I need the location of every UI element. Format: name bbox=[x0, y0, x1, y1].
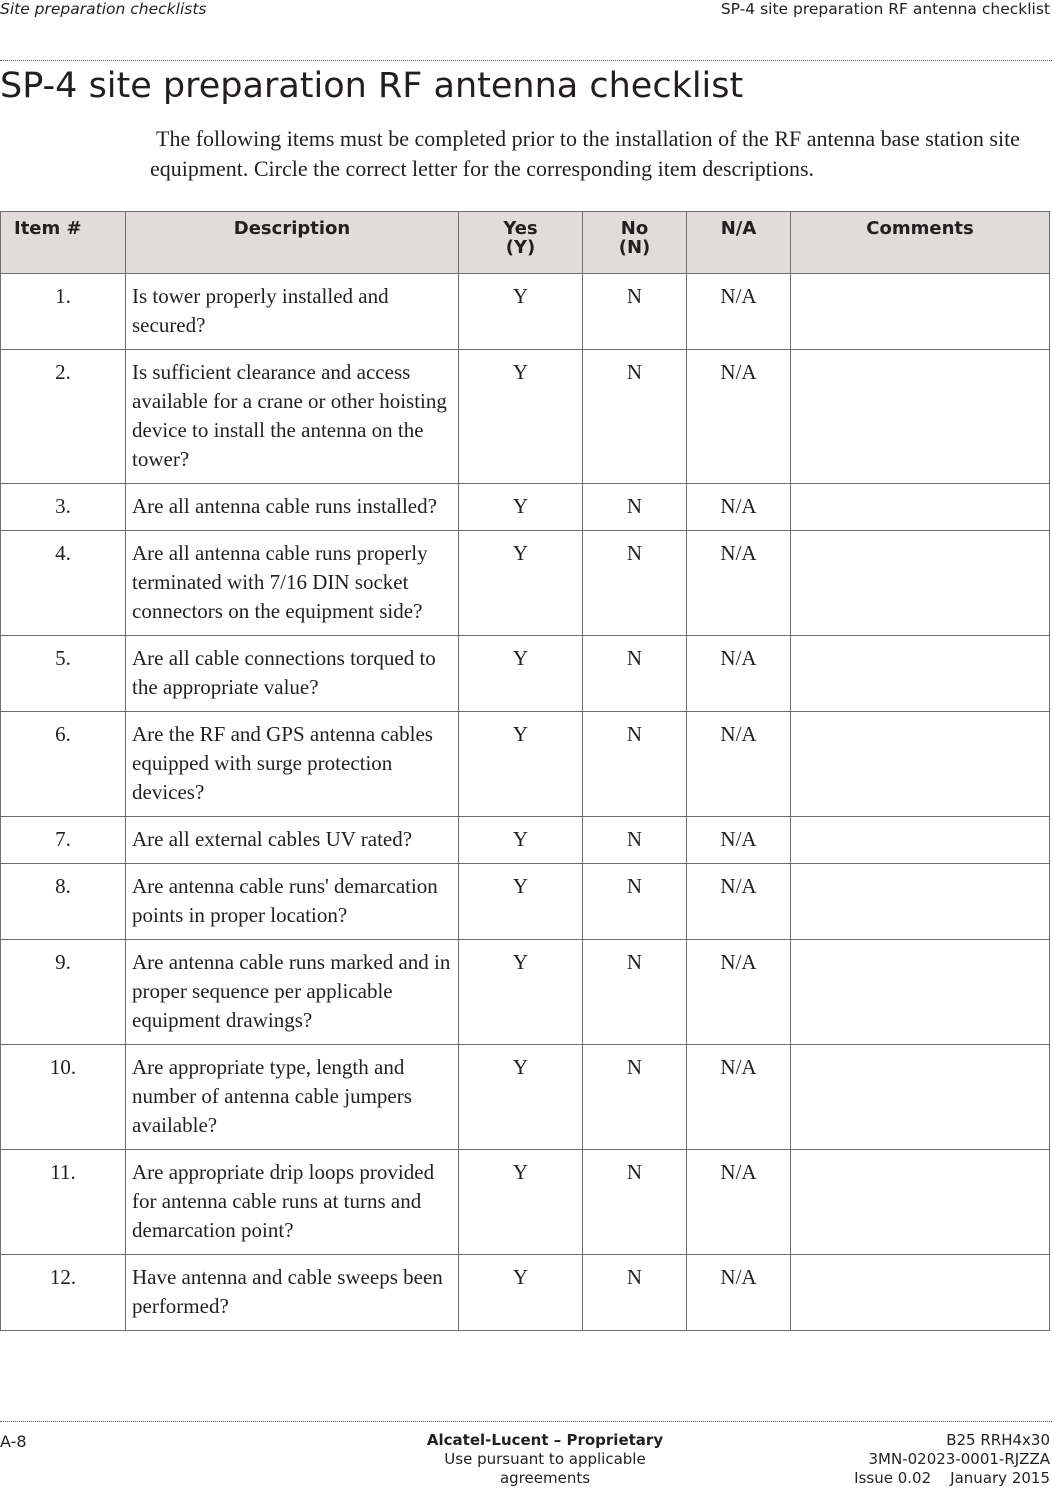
footer-doc-number: 3MN-02023-0001-RJZZA bbox=[868, 1450, 1050, 1468]
comments-cell[interactable] bbox=[791, 864, 1050, 940]
header-comments-label: Comments bbox=[866, 218, 974, 239]
header-na bbox=[687, 212, 791, 274]
comments-cell[interactable] bbox=[791, 1045, 1050, 1150]
header-no-label: No bbox=[620, 218, 649, 239]
no-option[interactable]: N bbox=[583, 350, 687, 484]
no-option[interactable]: N bbox=[583, 817, 687, 864]
comments-cell[interactable] bbox=[791, 350, 1050, 484]
no-option[interactable]: N bbox=[583, 1150, 687, 1255]
footer-divider bbox=[0, 1421, 1052, 1422]
item-description: Is tower properly installed and secured? bbox=[126, 274, 459, 350]
table-row bbox=[1, 274, 1050, 350]
table-row bbox=[1, 817, 1050, 864]
yes-option[interactable]: Y bbox=[459, 864, 583, 940]
table-row bbox=[1, 484, 1050, 531]
na-option[interactable]: N/A bbox=[687, 864, 791, 940]
table-row bbox=[1, 636, 1050, 712]
no-option[interactable]: N bbox=[583, 712, 687, 817]
na-option[interactable]: N/A bbox=[687, 940, 791, 1045]
yes-option[interactable]: Y bbox=[459, 484, 583, 531]
yes-option[interactable]: Y bbox=[459, 1255, 583, 1331]
footer-product: B25 RRH4x30 bbox=[946, 1431, 1050, 1449]
yes-option[interactable]: Y bbox=[459, 817, 583, 864]
header-yes bbox=[459, 212, 583, 274]
footer-issue: Issue 0.02 January 2015 bbox=[854, 1469, 1050, 1487]
no-option[interactable]: N bbox=[583, 531, 687, 636]
footer-usage: Use pursuant to applicable agreements bbox=[444, 1450, 646, 1487]
yes-option[interactable]: Y bbox=[459, 531, 583, 636]
no-option[interactable]: N bbox=[583, 636, 687, 712]
na-option[interactable]: N/A bbox=[687, 274, 791, 350]
yes-option[interactable]: Y bbox=[459, 636, 583, 712]
header-yes-abbrev: (Y) bbox=[505, 237, 536, 258]
header-no-abbrev: (N) bbox=[618, 237, 651, 258]
item-number: 3. bbox=[1, 484, 126, 531]
no-option[interactable]: N bbox=[583, 940, 687, 1045]
item-number: 9. bbox=[1, 940, 126, 1045]
table-header-row bbox=[1, 212, 1050, 274]
yes-option[interactable]: Y bbox=[459, 712, 583, 817]
no-option[interactable]: N bbox=[583, 1255, 687, 1331]
item-description: Are all external cables UV rated? bbox=[126, 817, 459, 864]
no-option[interactable]: N bbox=[583, 864, 687, 940]
header-no bbox=[583, 212, 687, 274]
item-number: 5. bbox=[1, 636, 126, 712]
na-option[interactable]: N/A bbox=[687, 531, 791, 636]
na-option[interactable]: N/A bbox=[687, 1255, 791, 1331]
header-yes-label: Yes bbox=[503, 218, 538, 239]
yes-option[interactable]: Y bbox=[459, 940, 583, 1045]
yes-option[interactable]: Y bbox=[459, 350, 583, 484]
intro-paragraph: The following items must be completed prior to the installation of the RF antenna base station site equipment. Circle the correct letter for the corresponding item descriptions. bbox=[150, 126, 1020, 181]
comments-cell[interactable] bbox=[791, 274, 1050, 350]
item-description: Are antenna cable runs marked and in proper sequence per applicable equipment drawings? bbox=[126, 940, 459, 1045]
na-option[interactable]: N/A bbox=[687, 1045, 791, 1150]
item-number: 6. bbox=[1, 712, 126, 817]
comments-cell[interactable] bbox=[791, 636, 1050, 712]
page-title: SP-4 site preparation RF antenna checklist bbox=[0, 66, 744, 106]
yes-option[interactable]: Y bbox=[459, 1045, 583, 1150]
na-option[interactable]: N/A bbox=[687, 350, 791, 484]
yes-option[interactable]: Y bbox=[459, 274, 583, 350]
footer-proprietary bbox=[400, 1431, 690, 1488]
header-comments bbox=[791, 212, 1050, 274]
item-description: Are all antenna cable runs installed? bbox=[126, 484, 459, 531]
no-option[interactable]: N bbox=[583, 274, 687, 350]
item-description: Are all antenna cable runs properly terminated with 7/16 DIN socket connectors on the equipment side? bbox=[126, 531, 459, 636]
checklist-table bbox=[0, 211, 1050, 1331]
table-row bbox=[1, 712, 1050, 817]
item-number: 2. bbox=[1, 350, 126, 484]
table-row bbox=[1, 940, 1050, 1045]
na-option[interactable]: N/A bbox=[687, 712, 791, 817]
item-number: 7. bbox=[1, 817, 126, 864]
na-option[interactable]: N/A bbox=[687, 484, 791, 531]
item-number: 11. bbox=[1, 1150, 126, 1255]
item-number: 4. bbox=[1, 531, 126, 636]
comments-cell[interactable] bbox=[791, 484, 1050, 531]
header-na-label: N/A bbox=[720, 218, 757, 239]
comments-cell[interactable] bbox=[791, 712, 1050, 817]
page-number: A-8 bbox=[0, 1432, 27, 1451]
comments-cell[interactable] bbox=[791, 531, 1050, 636]
na-option[interactable]: N/A bbox=[687, 817, 791, 864]
running-header bbox=[0, 0, 1052, 20]
comments-cell[interactable] bbox=[791, 1255, 1050, 1331]
table-row bbox=[1, 350, 1050, 484]
item-description: Are all cable connections torqued to the appropriate value? bbox=[126, 636, 459, 712]
footer-doc-info bbox=[854, 1431, 1050, 1488]
header-description-label: Description bbox=[233, 218, 351, 239]
header-description bbox=[126, 212, 459, 274]
no-option[interactable]: N bbox=[583, 484, 687, 531]
no-option[interactable]: N bbox=[583, 1045, 687, 1150]
item-description: Are antenna cable runs' demarcation points in proper location? bbox=[126, 864, 459, 940]
item-description: Are the RF and GPS antenna cables equipped with surge protection devices? bbox=[126, 712, 459, 817]
comments-cell[interactable] bbox=[791, 817, 1050, 864]
table-row bbox=[1, 1255, 1050, 1331]
comments-cell[interactable] bbox=[791, 940, 1050, 1045]
na-option[interactable]: N/A bbox=[687, 636, 791, 712]
item-description: Is sufficient clearance and access available for a crane or other hoisting device to install the antenna on the tower? bbox=[126, 350, 459, 484]
item-number: 1. bbox=[1, 274, 126, 350]
footer-company: Alcatel-Lucent – Proprietary bbox=[426, 1431, 664, 1449]
item-number: 12. bbox=[1, 1255, 126, 1331]
na-option[interactable]: N/A bbox=[687, 1150, 791, 1255]
table-row bbox=[1, 1045, 1050, 1150]
item-description: Have antenna and cable sweeps been performed? bbox=[126, 1255, 459, 1331]
table-row bbox=[1, 531, 1050, 636]
header-divider bbox=[0, 60, 1052, 61]
yes-option[interactable]: Y bbox=[459, 1150, 583, 1255]
item-number: 8. bbox=[1, 864, 126, 940]
item-number: 10. bbox=[1, 1045, 126, 1150]
item-description: Are appropriate drip loops provided for antenna cable runs at turns and demarcation point? bbox=[126, 1150, 459, 1255]
table-row bbox=[1, 1150, 1050, 1255]
comments-cell[interactable] bbox=[791, 1150, 1050, 1255]
table-row bbox=[1, 864, 1050, 940]
header-item: Item # bbox=[1, 212, 126, 274]
item-description: Are appropriate type, length and number of antenna cable jumpers available? bbox=[126, 1045, 459, 1150]
running-header-left: Site preparation checklists bbox=[0, 0, 207, 18]
running-header-right: SP-4 site preparation RF antenna checklist bbox=[720, 0, 1050, 18]
